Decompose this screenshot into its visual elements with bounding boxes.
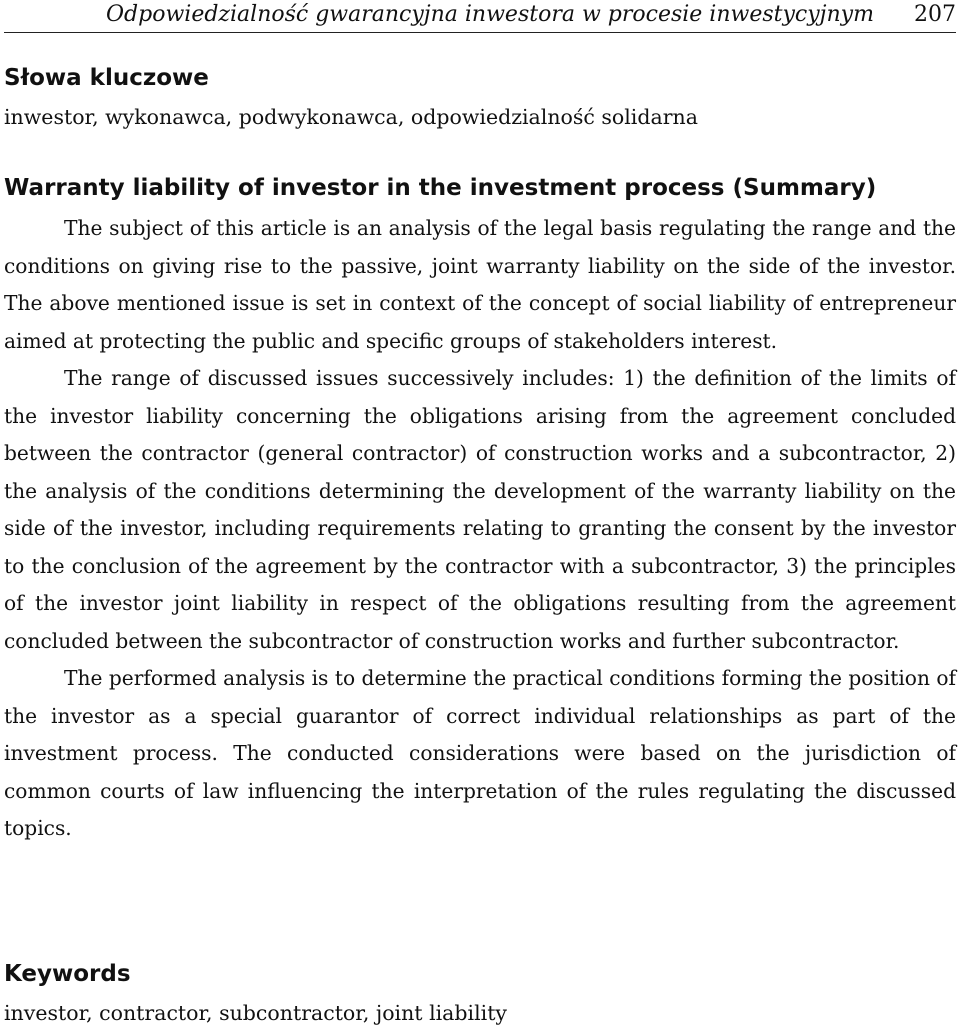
summary-body xyxy=(4,210,956,848)
running-header xyxy=(4,2,956,33)
summary-paragraph-1: The subject of this article is an analysis of the legal basis regulating the range and the conditions on giving rise to the passive, joint warranty liability on the side of the investor. The above mentioned issue is set in context of the concept of social liability of entrepreneur aimed at protecting the public and specific groups of stakeholders interest. xyxy=(4,216,956,353)
keywords-heading: Keywords xyxy=(4,961,131,987)
slowa-kluczowe-terms: inwestor, wykonawca, podwykonawca, odpowiedzialność solidarna xyxy=(4,105,698,129)
summary-heading: Warranty liability of investor in the investment process (Summary) xyxy=(4,175,877,201)
page-number: 207 xyxy=(914,2,956,27)
summary-paragraph-2: The range of discussed issues successively includes: 1) the definition of the limits of the investor liability concerning the obligations arising from the agreement concluded between the contractor (general contractor) of construction works and a subcontractor, 2) the analysis of the conditions determining the development of the warranty liability on the side of the investor, including requirements relating to granting the consent by the investor to the conclusion of the agreement by the contractor with a subcontractor, 3) the principles of the investor joint liability in respect of the obligations resulting from the agreement concluded between the subcontractor of construction works and further subcontractor. xyxy=(4,366,956,653)
summary-paragraph-3: The performed analysis is to determine the practical conditions forming the position of the investor as a special guarantor of correct individual relationships as part of the investment process. The conducted considerations were based on the jurisdiction of common courts of law influencing the interpretation of the rules regulating the discussed topics. xyxy=(4,666,956,840)
keywords-terms: investor, contractor, subcontractor, joint liability xyxy=(4,1001,508,1025)
slowa-kluczowe-heading: Słowa kluczowe xyxy=(4,65,209,91)
running-title: Odpowiedzialność gwarancyjna inwestora w procesie inwestycyjnym xyxy=(106,2,874,27)
